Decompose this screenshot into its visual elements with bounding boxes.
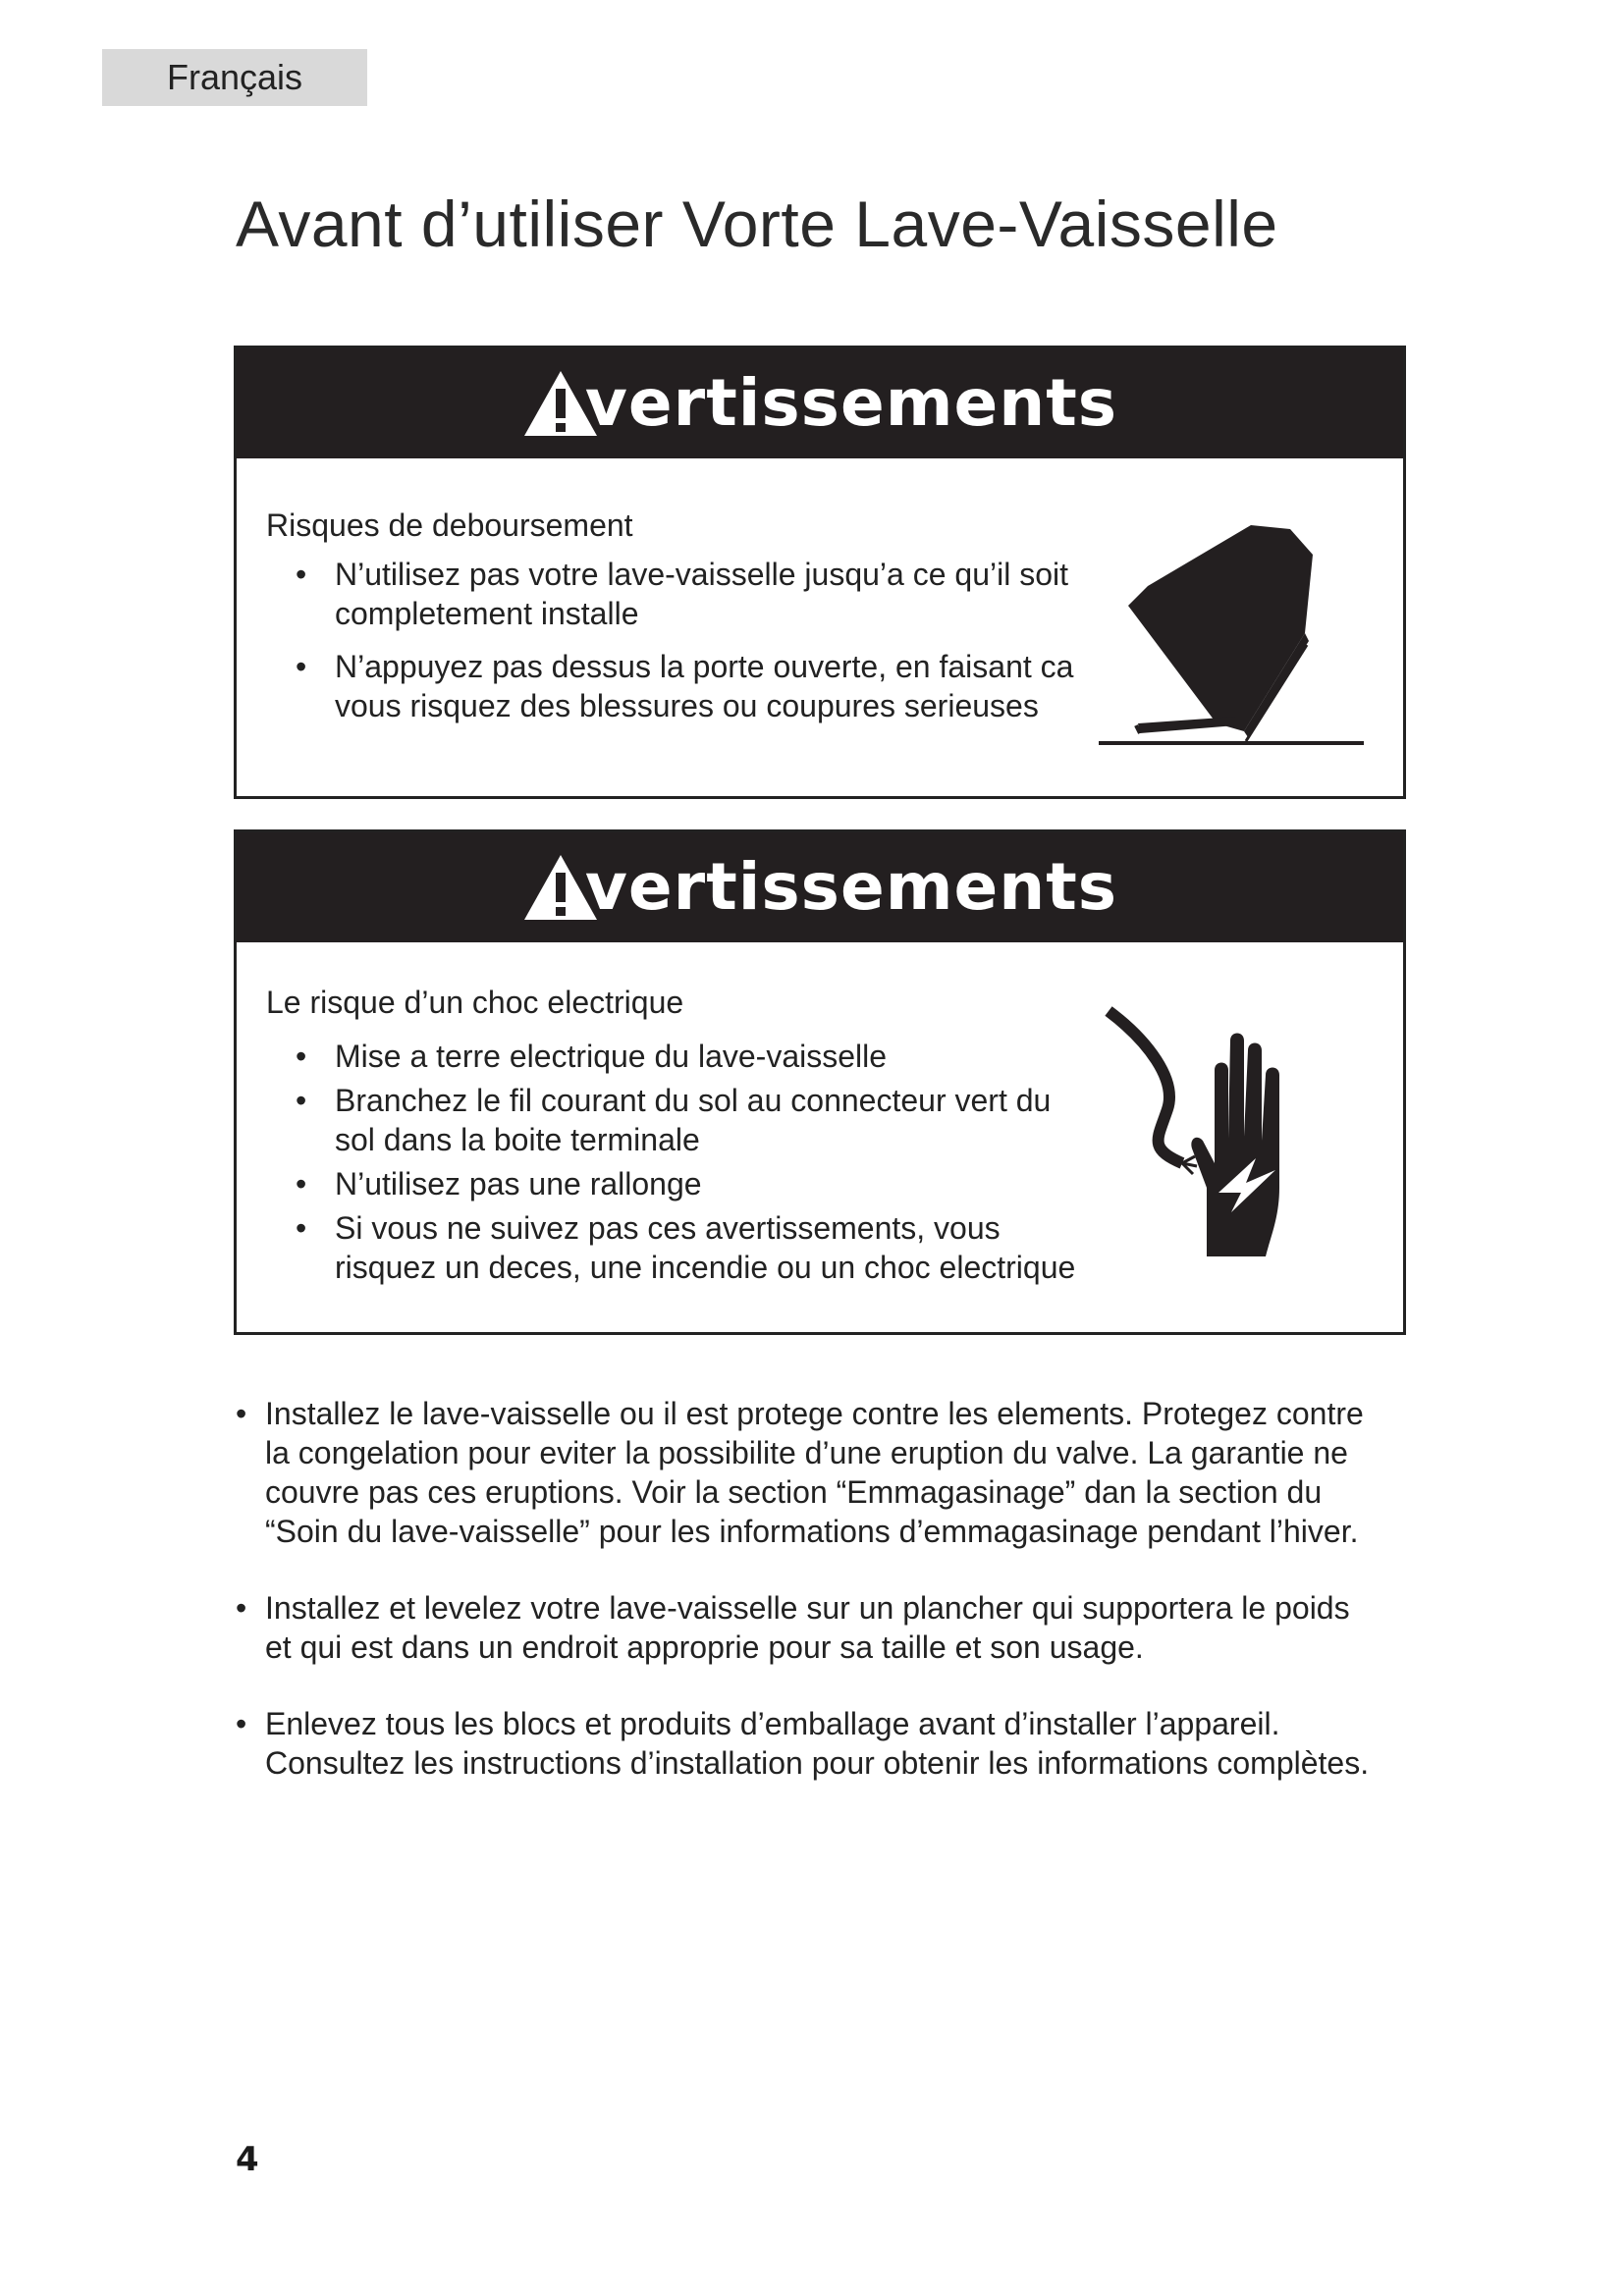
list-item: • N’utilisez pas une rallonge: [296, 1164, 1081, 1203]
warning-list: [296, 555, 1081, 739]
warning-header: [237, 832, 1403, 942]
list-item: • Enlevez tous les blocs et produits d’emballage avant d’installer l’appareil. Consultez les instructions d’installation pour obtenir les informations complètes.: [236, 1704, 1384, 1783]
list-item: • Si vous ne suivez pas ces avertissements, vous risquez un deces, une incendie ou un choc electrique: [296, 1208, 1081, 1287]
warning-triangle-icon: [522, 369, 599, 438]
page-title: Avant d’utiliser Vorte Lave-Vaisselle: [236, 187, 1278, 260]
list-item: • N’appuyez pas dessus la porte ouverte, en faisant ca vous risquez des blessures ou coupures serieuses: [296, 647, 1081, 725]
language-tab: Français: [102, 49, 367, 106]
warning-subtitle: Risques de deboursement: [266, 507, 633, 543]
electric-shock-hand-icon: [1099, 1001, 1295, 1271]
tipping-dishwasher-icon: [1099, 507, 1374, 758]
list-item: • Branchez le fil courant du sol au connecteur vert du sol dans la boite terminale: [296, 1081, 1081, 1159]
warning-list: [296, 1037, 1081, 1292]
warning-title: vertissements: [584, 849, 1118, 925]
list-item: • N’utilisez pas votre lave-vaisselle jusqu’a ce qu’il soit completement installe: [296, 555, 1081, 633]
page-number: 4: [236, 2140, 259, 2179]
list-item: • Mise a terre electrique du lave-vaisselle: [296, 1037, 1081, 1076]
warning-header: [237, 348, 1403, 458]
warning-triangle-icon: [522, 853, 599, 922]
warning-box-electric: [234, 829, 1406, 1335]
warning-title: vertissements: [584, 365, 1118, 441]
list-item: • Installez et levelez votre lave-vaisselle sur un plancher qui supportera le poids et qui est dans un endroit approprie pour sa taille et son usage.: [236, 1588, 1384, 1667]
list-item: • Installez le lave-vaisselle ou il est protege contre les elements. Protegez contre la congelation pour eviter la possibilite d’une eruption du valve. La garantie ne couvre pas ces eruptions. Voir la section “Emmagasinage” dan la section du “Soin du lave-vaisselle” pour les informations d’emmagasinage pendant l’hiver.: [236, 1394, 1384, 1551]
notes-list: [236, 1394, 1384, 1820]
warning-box-tipping: [234, 346, 1406, 799]
warning-subtitle: Le risque d’un choc electrique: [266, 985, 684, 1020]
